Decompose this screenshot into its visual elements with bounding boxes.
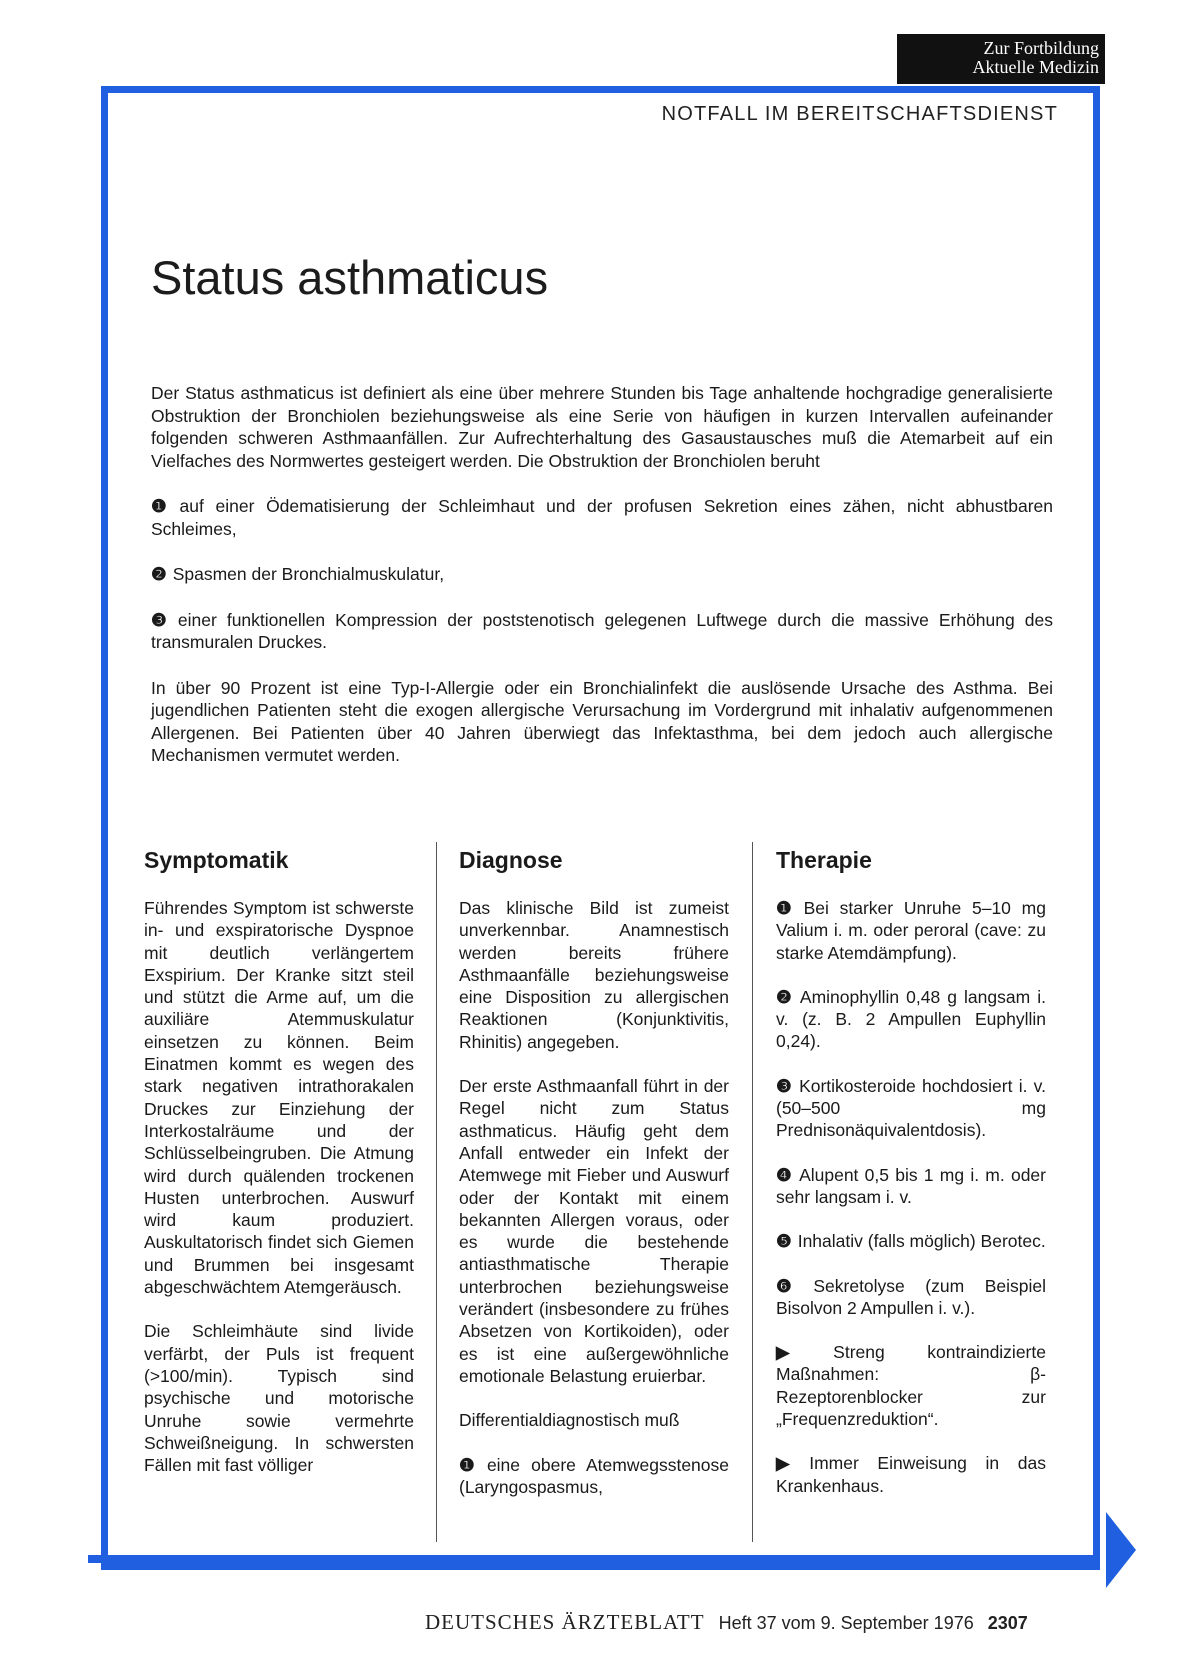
intro-list-item (151, 495, 1053, 540)
therapie-item-text: Alupent 0,5 bis 1 mg i. m. oder sehr langsam i. v. (776, 1164, 1046, 1207)
symptomatik-paragraph: Die Schleimhäute sind livide verfärbt, der Puls ist frequent (>100/min). Typisch sind psychische und motorische Unruhe sowie vermehrte Schweißneigung. In schwersten Fällen mit fast völliger (144, 1321, 414, 1476)
number-1-icon: ❶ (459, 1454, 481, 1475)
therapie-item-text: Inhalativ (falls möglich) Berotec. (797, 1231, 1046, 1252)
section-tag-line2: Aktuelle Medizin (972, 57, 1099, 77)
therapie-item-text: Immer Einweisung in das Krankenhaus. (776, 1453, 1046, 1496)
intro-list-item-text: einer funktionellen Kompression der poststenotisch gelegenen Luftwege durch die massive Erhöhung des transmuralen Druckes. (151, 609, 1053, 652)
diagnose-paragraph: Differentialdiagnostisch muß (459, 1410, 680, 1431)
rubric-label: NOTFALL IM BEREITSCHAFTSDIENST (661, 103, 1058, 125)
diagnose-paragraph: Das klinische Bild ist zumeist unverkennbar. Anamnestisch werden bereits frühere Asthmaanfälle beziehungsweise eine Disposition zu allergischen Reaktionen (Konjunktivitis, Rhinitis) angegeben. (459, 898, 729, 1052)
column-symptomatik (144, 845, 414, 1498)
number-2-icon: ❷ (776, 986, 794, 1007)
frame-bottom-bar (88, 1555, 1100, 1563)
therapie-item-text: Bei starker Unruhe 5–10 mg Valium i. m. oder peroral (cave: zu starke Atemdämpfung). (776, 898, 1046, 963)
intro-paragraph: Der Status asthmaticus ist definiert als eine über mehrere Stunden bis Tage anhaltende hochgradige generalisierte Obstruktion der Bronchiolen beziehungsweise als eine Serie von häufigen in kurzen Intervallen aufeinander folgenden schweren Asthmaanfällen. Zur Aufrechterhaltung des Gasaustausches muß die Atemarbeit auf ein Vielfaches des Normwertes gesteigert werden. Die Obstruktion der Bronchiolen beruht (151, 383, 1053, 471)
therapie-item (776, 1075, 1046, 1142)
intro-list-item-text: auf einer Ödematisierung der Schleimhaut und der profusen Sekretion eines zähen, nicht abhustbaren Schleimes, (151, 496, 1053, 539)
therapie-item-text: Kortikosteroide hochdosiert i. v. (50–500 mg Prednisonäquivalentdosis). (776, 1075, 1046, 1141)
column-divider (752, 842, 753, 1542)
intro-list-item-text: Spasmen der Bronchialmuskulatur, (172, 564, 445, 584)
therapie-item (776, 1164, 1046, 1209)
column-divider (436, 842, 437, 1542)
section-tag-line1: Zur Fortbildung (983, 38, 1099, 58)
diagnose-list-item-text: eine obere Atemwegsstenose (Laryngospasmus, (459, 1454, 729, 1497)
article-title: Status asthmaticus (151, 251, 549, 304)
number-1-icon: ❶ (151, 496, 174, 516)
diagnose-paragraph: Der erste Asthmaanfall führt in der Regel nicht zum Status asthmaticus. Häufig geht dem Anfall entweder ein Infekt der Atemwege mit Fieber und Auswurf oder der Kontakt mit einem bekannten Allergen voraus, oder es wurde die bestehende antiasthmatische Therapie unterbrochen beziehungsweise verändert (insbesondere zu frühes Absetzen von Kortikoiden), oder es ist eine außergewöhnliche emotionale Belastung eruierbar. (459, 1076, 729, 1386)
therapie-item-text: Aminophyllin 0,48 g langsam i. v. (z. B. 2 Ampullen Euphyllin 0,24). (776, 986, 1046, 1052)
intro-list-item (151, 563, 1053, 586)
therapie-item (776, 1341, 1046, 1430)
intro-section (151, 382, 1053, 790)
heading-therapie: Therapie (776, 847, 872, 873)
triangle-bullet-icon: ▶ (776, 1453, 804, 1474)
page-footer (425, 1610, 1028, 1635)
issue-info: Heft 37 vom 9. September 1976 (718, 1613, 974, 1633)
diagnose-list-item (459, 1454, 729, 1499)
heading-symptomatik: Symptomatik (144, 847, 289, 873)
page-number: 2307 (987, 1613, 1028, 1633)
number-3-icon: ❸ (151, 609, 172, 630)
therapie-item (776, 1452, 1046, 1497)
therapie-item-text: Streng kontraindizierte Maßnahmen: β-Rezeptorenblocker zur „Frequenzreduktion“. (776, 1342, 1046, 1430)
column-diagnose (459, 845, 729, 1520)
continue-arrow-icon (1106, 1512, 1136, 1588)
triangle-bullet-icon: ▶ (776, 1342, 828, 1363)
therapie-item (776, 986, 1046, 1053)
symptomatik-paragraph: Führendes Symptom ist schwerste in- und exspiratorische Dyspnoe mit deutlich verlängertem Exspirium. Der Kranke sitzt steil und stützt die Arme auf, um die auxiliäre Atemmuskulatur einsetzen zu können. Beim Einatmen kommt es wegen des stark negativen intrathorakalen Druckes zur Einziehung der Interkostalräume und der Schlüsselbeingruben. Die Atmung wird durch quälenden trockenen Husten unterbrochen. Auswurf wird kaum produziert. Auskultatorisch findet sich Giemen und Brummen bei insgesamt abgeschwächtem Atemgeräusch. (144, 898, 414, 1298)
therapie-item (776, 1230, 1046, 1252)
journal-name: DEUTSCHES ÄRZTEBLATT (425, 1610, 705, 1634)
number-6-icon: ❻ (776, 1275, 808, 1296)
section-tag (897, 34, 1105, 84)
number-5-icon: ❺ (776, 1231, 792, 1252)
therapie-item (776, 897, 1046, 964)
number-2-icon: ❷ (151, 564, 167, 584)
number-3-icon: ❸ (776, 1075, 794, 1096)
number-1-icon: ❶ (776, 898, 798, 918)
heading-diagnose: Diagnose (459, 847, 563, 873)
therapie-item (776, 1275, 1046, 1320)
intro-paragraph: In über 90 Prozent ist eine Typ-I-Allergie oder ein Bronchialinfekt die auslösende Ursache des Asthma. Bei jugendlichen Patienten steht die exogen allergische Verursachung im Vordergrund mit inhalativ aufgenommenen Allergenen. Bei Patienten über 40 Jahren überwiegt das Infektasthma, bei dem jedoch auch allergische Mechanismen vermutet werden. (151, 677, 1053, 765)
number-4-icon: ❹ (776, 1164, 794, 1185)
column-therapie (776, 845, 1046, 1519)
therapie-item-text: Sekretolyse (zum Beispiel Bisolvon 2 Ampullen i. v.). (776, 1275, 1046, 1318)
intro-list-item (151, 609, 1053, 654)
